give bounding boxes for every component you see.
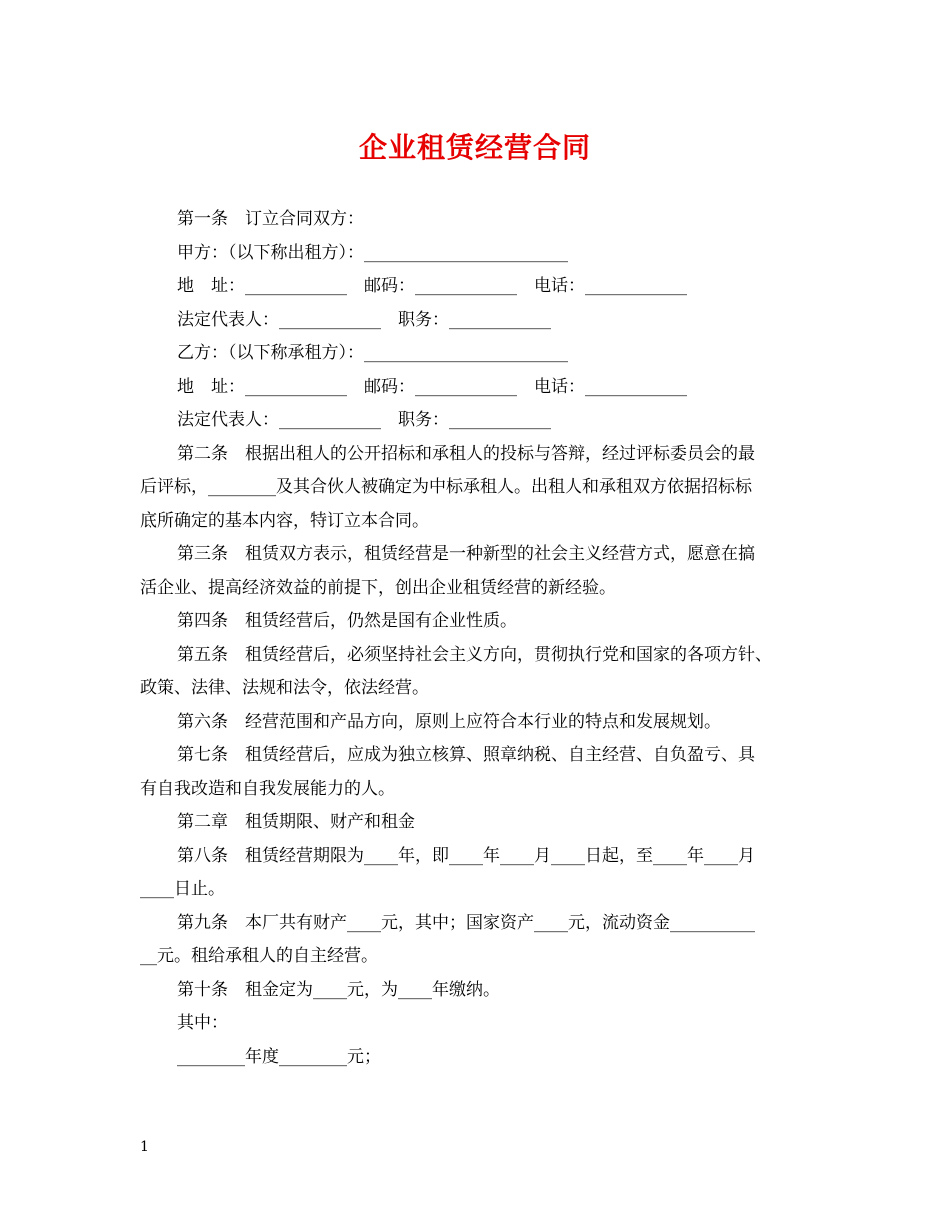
contract-line: 第二章 租赁期限、财产和租金: [177, 812, 415, 832]
contract-line: 第十条 租金定为____元，为____年缴纳。: [177, 979, 500, 1000]
contract-line: 其中：: [177, 1013, 228, 1033]
contract-line: 第七条 租赁经营后，应成为独立核算、照章纳税、自主经营、自负盈亏、具: [177, 745, 755, 765]
contract-body: [140, 203, 830, 1074]
contract-line: 第五条 租赁经营后，必须坚持社会主义方向，贯彻执行党和国家的各项方针、: [177, 644, 772, 665]
contract-line: 甲方：（以下称出租方）：________________________: [177, 242, 568, 263]
contract-line: 第九条 本厂共有财产____元，其中；国家资产____元，流动资金__________: [177, 912, 755, 933]
page-number: 1: [140, 1139, 149, 1155]
contract-line: 后评标，________及其合伙人被确定为中标承租人。出租人和承租双方依据招标标: [140, 477, 752, 497]
contract-line: 底所确定的基本内容，特订立本合同。: [140, 510, 429, 531]
contract-line: 地 址：____________ 邮码：____________ 电话：____________: [177, 276, 687, 296]
contract-line: 有自我改造和自我发展能力的人。: [140, 778, 395, 799]
contract-line: 第六条 经营范围和产品方向，原则上应符合本行业的特点和发展规划。: [177, 711, 721, 732]
contract-line: 乙方：（以下称承租方）：________________________: [177, 343, 568, 363]
page-title: 企业租赁经营合同: [358, 131, 591, 164]
contract-line: ________年度________元；: [177, 1046, 381, 1067]
contract-line: 法定代表人：____________ 职务：____________: [177, 410, 551, 430]
contract-line: 第三条 租赁双方表示，租赁经营是一种新型的社会主义经营方式，愿意在搞: [177, 544, 755, 564]
contract-line: 地 址：____________ 邮码：____________ 电话：____________: [177, 376, 687, 397]
contract-line: 第四条 租赁经营后，仍然是国有企业性质。: [177, 611, 517, 631]
contract-line: 法定代表人：____________ 职务：____________: [177, 309, 551, 330]
contract-line: 第二条 根据出租人的公开招标和承租人的投标与答辩，经过评标委员会的最: [177, 443, 755, 464]
contract-line: 政策、法律、法规和法令，依法经营。: [140, 678, 429, 698]
contract-line: __元。租给承租人的自主经营。: [140, 946, 378, 966]
contract-line: 活企业、提高经济效益的前提下，创出企业租赁经营的新经验。: [140, 577, 616, 598]
contract-line: ____日止。: [140, 879, 225, 899]
contract-line: 第一条 订立合同双方：: [177, 209, 364, 229]
contract-line: 第八条 租赁经营期限为____年，即____年____月____日起，至____年____月: [177, 845, 755, 866]
